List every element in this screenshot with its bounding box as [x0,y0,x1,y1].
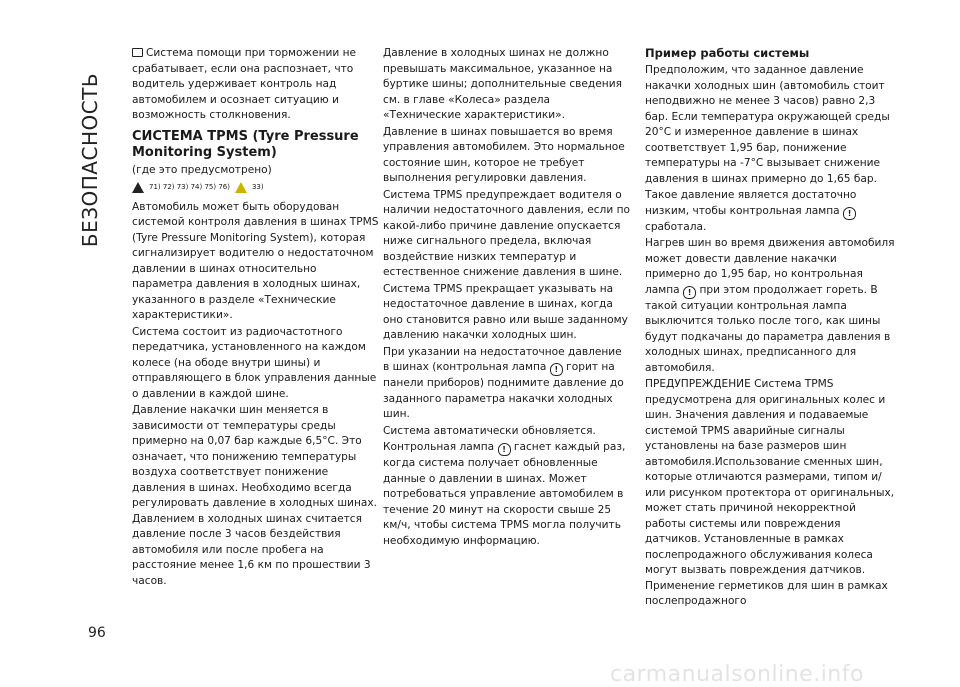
paragraph-text: Система помощи при торможении не срабатывает, если она распознает, что водитель удерживает контроль над автомобилем и осознает ситуацию и возможность столкновения. [132,47,357,121]
tpms-lamp-icon: ! [550,363,563,376]
paragraph: Предположим, что заданное давление накачки холодных шин (автомобиль стоит неподвижно не менее 3 часов) равно 2,3 бар. Если температура окружающей среды 20°C и измеренное давление в шинах соответствует 1,95 бар, понижение температуры на -7°C вызывает снижение давления в шинах примерно до 1,65 бар. [645,64,890,185]
paragraph: Давление в шинах повышается во время управления автомобилем. Это нормальное состояние шин, которое не требует выполнения регулировки давления. [383,125,625,184]
page-number: 96 [88,625,106,641]
paragraph: Система состоит из радиочастотного передатчика, установленного на каждом колесе (на ободе внутри шины) и отправляющего в блок управления данные о давлении в каждой шине. [132,325,377,400]
warning-refs: 71) 72) 73) 74) 75) 76) [149,183,230,191]
paragraph [645,188,895,235]
paragraph: Давление накачки шин меняется в зависимости от температуры среды примерно на 0,07 бар каждые 6,5°C. Это означает, что понижению температуры воздуха соответствует понижение давления в шинах. Необходимо всегда регулировать давление в холодных шинах. Давлением в холодных шинах считается давление после 3 часов бездействия автомобиля или после пробега на расстояние менее 1,6 км по прошествии 3 часов. [132,404,378,587]
caution-triangle-icon [235,182,247,193]
tpms-lamp-icon: ! [498,443,511,456]
tpms-lamp-icon: ! [843,207,856,220]
paragraph-text: горит на панели приборов) поднимите давление до заданного параметра накачки холодных шин. [383,361,624,420]
paragraph: Давление в холодных шинах не должно превышать максимальное, указанное на буртике шины; дополнительные сведения см. в главе «Колеса» раздела «Технические характеристики». [383,47,622,121]
paragraph: ПРЕДУПРЕЖДЕНИЕ Система TPMS предусмотрена для оригинальных колес и шин. Значения давления и подаваемые системой TPMS аварийные сигналы установлены на базе размеров шин автомобиля.Использование сменных шин, которые отличаются размерами, типом и/или рисунком протектора от оригинальных, может стать причиной некорректной работы системы или повреждения датчиков. Установленные в рамках послепродажного обслуживания колеса могут вызвать повреждения датчиков. Применение герметиков для шин в рамках послепродажного [645,378,895,607]
column-2 [383,46,631,550]
paragraph-text: при этом продолжает гореть. В такой ситуации контрольная лампа выключится только после того, как шины будут подкачаны до параметра давления в холодных шинах, предписанного для автомобиля. [645,283,891,374]
paragraph-text: Контрольная лампа [383,441,495,453]
subheading-note: (где это предусмотрено) [132,163,272,176]
paragraph [132,46,380,124]
column-3 [645,46,895,611]
paragraph-text: Такое давление является достаточно низким, чтобы контрольная лампа [645,189,857,217]
paragraph [383,345,631,423]
paragraph-text: При указании на недостаточное давление в шинах (контрольная лампа [383,345,622,373]
column-1 [132,46,380,590]
reference-row [132,180,380,196]
paragraph [383,440,631,549]
paragraph-text: сработала. [645,220,707,233]
warning-triangle-icon [132,182,144,193]
paragraph [645,236,895,376]
book-symbol-icon [132,48,143,57]
paragraph: Система TPMS предупреждает водителя о наличии недостаточного давления, если по какой-либо причине давление опускается ниже сигнального предела, включая воздействие низких температур и естественное снижение давления в шине. [383,188,630,278]
section-title-text: БЕЗОПАСНОСТЬ [78,72,102,248]
paragraph-text: гаснет каждый раз, когда система получает обновленные данные о давлении в шинах. Может потребоваться управление автомобилем в течение 20 минут на скорости свыше 25 км/ч, чтобы система TPMS могла получить необходимую информацию. [383,441,626,547]
paragraph: Система TPMS прекращает указывать на недостаточное давление в шинах, когда оно становится равно или выше заданному давлению накачки холодных шин. [383,282,628,341]
caution-refs: 33) [251,183,264,191]
example-heading: Пример работы системы [645,46,810,60]
paragraph: Система автоматически обновляется. [383,424,596,437]
paragraph: Автомобиль может быть оборудован системой контроля давления в шинах TPMS (Tyre Pressure Monitoring System), которая сигнализирует водителю о недостаточном давлении в шинах относительно параметра давления в холодных шинах, указанного в разделе «Технические характеристики». [132,200,379,321]
paragraph-text: Нагрев шин во время движения автомобиля может довести давление накачки примерно до 1,95 бар, но контрольная лампа [645,237,895,296]
section-title [60,40,120,280]
watermark: carmanualsonline.info [610,662,864,687]
tpms-lamp-icon: ! [683,286,696,299]
section-heading: СИСТЕМА TPMS (Tyre Pressure Monitoring System) [132,128,359,160]
